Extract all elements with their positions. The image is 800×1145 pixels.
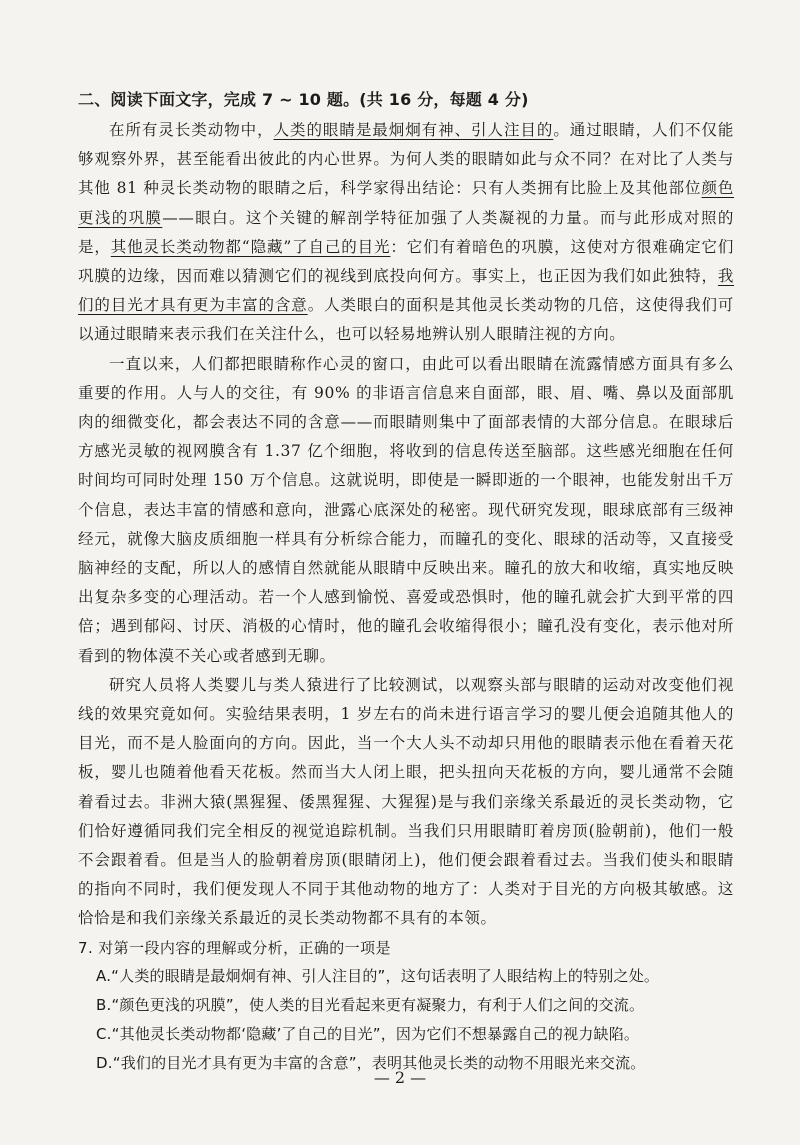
option-c: C.“其他灵长类动物都‘隐藏’了自己的目光”，因为它们不想暴露自己的视力缺陷。: [96, 1025, 640, 1044]
p1-text-1: 在所有灵长类动物中，: [109, 121, 274, 139]
question-7-stem: 7. 对第一段内容的理解或分析，正确的一项是: [78, 938, 391, 957]
page-number: — 2 —: [373, 1068, 427, 1087]
p1-text-5: 。人类眼白的面积是其他灵长类动物的几倍，这使得我们可以通过眼睛来表示我们在关注什么，也可以轻易地辨认别人眼睛注视的方向。: [78, 296, 734, 344]
question-7-options: [78, 962, 734, 1078]
p1-underline-4: 我们的目光才具有更为丰富的含意: [78, 267, 734, 315]
option-a: A.“人类的眼睛是最炯炯有神、引人注目的”，这句话表明了人眼结构上的特别之处。: [96, 967, 660, 986]
passage-paragraph-1: [78, 116, 734, 350]
p1-underline-2: 颜色更浅的巩膜: [78, 179, 734, 227]
p1-text-2: 。通过眼睛，人们不仅能够观察外界，甚至能看出彼此的内心世界。为何人类的眼睛如此与众不同？在对比了人类与其他 81 种灵长类动物的眼睛之后，科学家得出结论：只有人类拥有比脸上及其他部位: [78, 121, 734, 198]
passage-paragraph-3: 研究人员将人类婴儿与类人猿进行了比较测试，以观察头部与眼睛的运动对改变他们视线的效果究竟如何。实验结果表明，1 岁左右的尚未进行语言学习的婴儿便会追随其他人的目光，而不是人脸面向的方向。因此，当一个大人头不动却只用他的眼睛表示他在看着天花板，婴儿也随着他看天花板。然而当大人闭上眼，把头扭向天花板的方向，婴儿通常不会随着看过去。非洲大猿(黑猩猩、倭黑猩猩、大猩猩)是与我们亲缘关系最近的灵长类动物，它们恰好遵循同我们完全相反的视觉追踪机制。当我们只用眼睛盯着房顶(脸朝前)，他们一般不会跟着看。但是当人的脸朝着房顶(眼睛闭上)，他们便会跟着看过去。当我们使头和眼睛的指向不同时，我们便发现人不同于其他动物的地方了：人类对于目光的方向极其敏感。这恰恰是和我们亲缘关系最近的灵长类动物都不具有的本领。: [78, 675, 734, 928]
p1-text-3: ——眼白。这个关键的解剖学特征加强了人类凝视的力量。而与此形成对照的是，: [78, 208, 734, 256]
section-title: 二、阅读下面文字，完成 7 ~ 10 题。(共 16 分，每题 4 分): [78, 90, 529, 109]
option-b: B.“颜色更浅的巩膜”，使人类的目光看起来更有凝聚力，有利于人们之间的交流。: [96, 996, 645, 1015]
option-d: D.“我们的目光才具有更为丰富的含意”，表明其他灵长类的动物不用眼光来交流。: [96, 1054, 646, 1073]
passage-paragraph-2: 一直以来，人们都把眼睛称作心灵的窗口，由此可以看出眼睛在流露情感方面具有多么重要的作用。人与人的交往，有 90% 的非语言信息来自面部，眼、眉、嘴、鼻以及面部肌肉的细微变化，都会表达不同的含意——而眼睛则集中了面部表情的大部分信息。在眼球后方感光灵敏的视网膜含有 1.37 亿个细胞，将收到的信息传送至脑部。这些感光细胞在任何时间均可同时处理 150 万个信息。这就说明，即使是一瞬即逝的一个眼神，也能发射出千万个信息，表达丰富的情感和意向，泄露心底深处的秘密。现代研究发现，眼球底部有三级神经元，就像大脑皮质细胞一样具有分析综合能力，而瞳孔的变化、眼球的活动等，又直接受脑神经的支配，所以人的感情自然就能从眼睛中反映出来。瞳孔的放大和收缩，真实地反映出复杂多变的心理活动。若一个人感到愉悦、喜爱或恐惧时，他的瞳孔就会扩大到平常的四倍；遇到郁闷、讨厌、消极的心情时，他的瞳孔会收缩得很小；瞳孔没有变化，表示他对所看到的物体漠不关心或者感到无聊。: [78, 354, 734, 665]
p1-text-4: ：它们有着暗色的巩膜，这使对方很难确定它们巩膜的边缘，因而难以猜测它们的视线到底投向何方。事实上，也正因为我们如此独特，: [78, 237, 735, 286]
p1-underline-1: 人类的眼睛是最炯炯有神、引人注目的: [273, 121, 554, 139]
p1-underline-3: 其他灵长类动物都“隐藏”了自己的目光: [110, 237, 391, 256]
